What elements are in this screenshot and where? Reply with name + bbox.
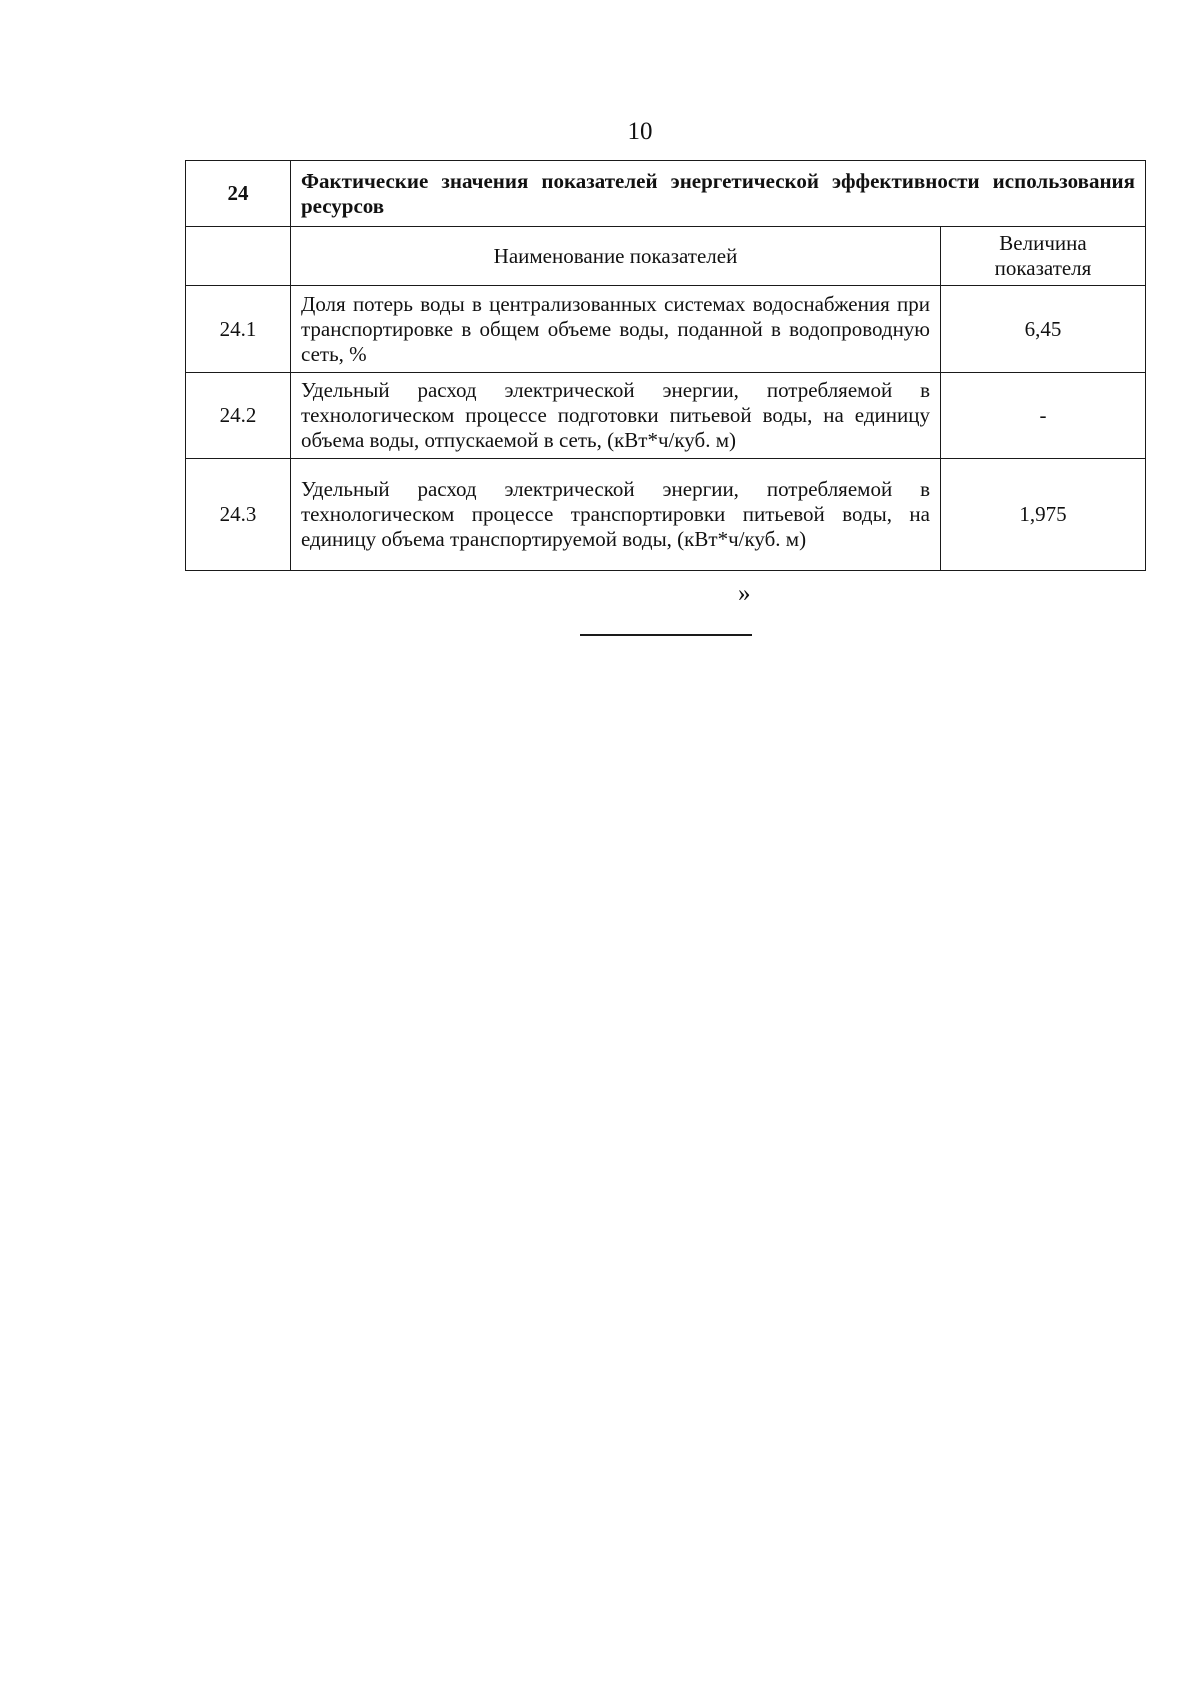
- table-row: [186, 459, 1146, 571]
- header-value-cell: Величина показателя: [941, 227, 1146, 286]
- row-indicator-value: 6,45: [941, 286, 1146, 373]
- row-indicator-name: Доля потерь воды в централизованных системах водоснабжения при транспортировке в общем объеме воды, поданной в водопроводную сеть, %: [291, 286, 941, 373]
- table-row: [186, 373, 1146, 459]
- header-empty-cell: [186, 227, 291, 286]
- row-number: 24.1: [186, 286, 291, 373]
- row-number: 24.2: [186, 373, 291, 459]
- closing-quote-mark: »: [738, 580, 751, 607]
- indicators-table: [185, 160, 1146, 571]
- row-number: 24.3: [186, 459, 291, 571]
- row-indicator-value: -: [941, 373, 1146, 459]
- page-number: 10: [627, 118, 653, 145]
- header-name-cell: Наименование показателей: [291, 227, 941, 286]
- row-indicator-name: Удельный расход электрической энергии, потребляемой в технологическом процессе подготовки питьевой воды, на единицу объема воды, отпускаемой в сеть, (кВт*ч/куб. м): [291, 373, 941, 459]
- column-header-row: [186, 227, 1146, 286]
- end-divider-line: [580, 634, 752, 636]
- section-title: Фактические значения показателей энергетической эффективности использования ресурсов: [291, 161, 1146, 227]
- section-header-row: [186, 161, 1146, 227]
- section-number: 24: [186, 161, 291, 227]
- table-row: [186, 286, 1146, 373]
- row-indicator-value: 1,975: [941, 459, 1146, 571]
- row-indicator-name: Удельный расход электрической энергии, потребляемой в технологическом процессе транспортировки питьевой воды, на единицу объема транспортируемой воды, (кВт*ч/куб. м): [291, 459, 941, 571]
